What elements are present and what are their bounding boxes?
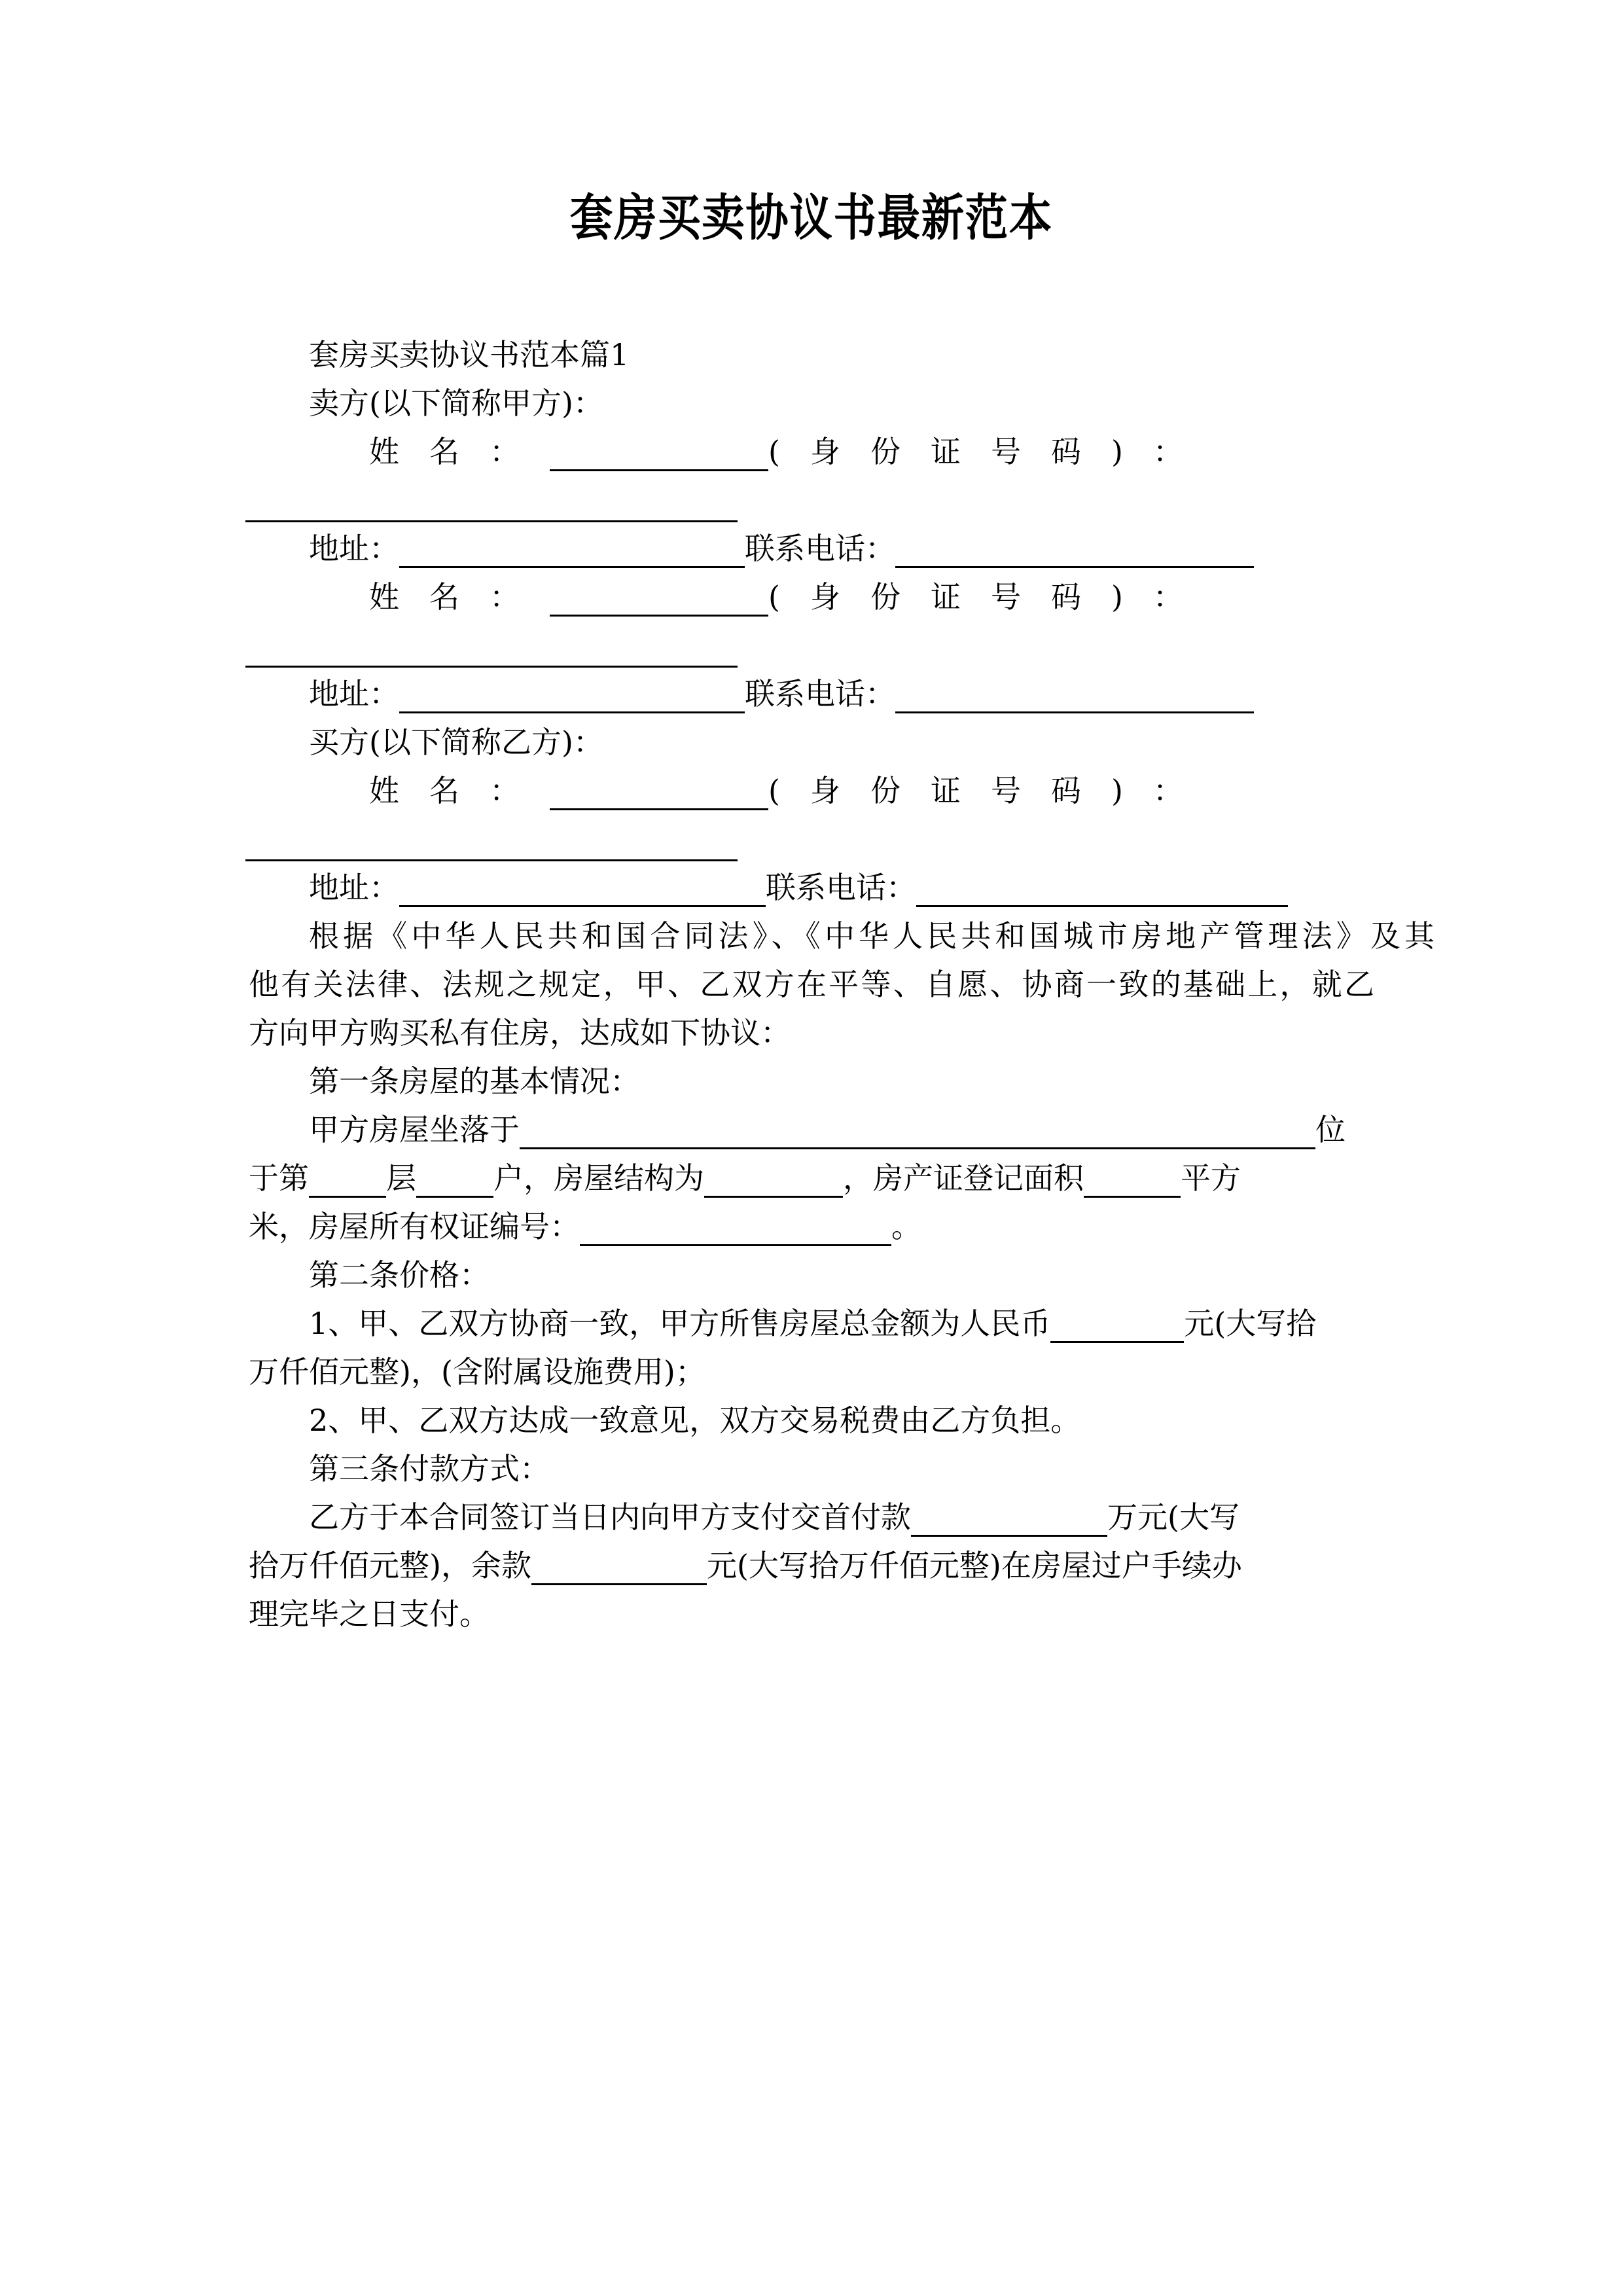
id-char-shen: 身 <box>810 773 840 808</box>
id-paren-close: ) <box>1111 434 1123 469</box>
id-paren-open: ( <box>768 434 780 469</box>
document-body <box>249 331 1435 1638</box>
name-label-char2: 名 <box>429 773 459 808</box>
buyer-name-input[interactable] <box>550 776 768 810</box>
id-char-fen: 份 <box>870 434 901 469</box>
article-2-item-2: 2、甲、乙双方达成一致意见，双方交易税费由乙方负担。 <box>309 1403 1081 1438</box>
id-char-shen: 身 <box>810 579 840 615</box>
address-label: 地址： <box>309 531 399 566</box>
article-3-line-3: 理完毕之日支付。 <box>249 1596 490 1632</box>
article-1-text-h: 米，房屋所有权证编号： <box>249 1209 580 1244</box>
article-1-text-b: 位 <box>1315 1112 1346 1147</box>
seller2-id-row <box>249 621 1374 670</box>
article-3-line-1 <box>249 1493 1374 1541</box>
seller2-id-input[interactable] <box>245 633 738 668</box>
buyer-address-input[interactable] <box>399 872 766 907</box>
seller1-id-input[interactable] <box>245 488 738 522</box>
id-paren-open: ( <box>768 579 780 615</box>
id-char-hao: 号 <box>990 773 1021 808</box>
id-paren-close: ) <box>1111 579 1123 615</box>
article-3-text-a: 乙方于本合同签订当日内向甲方支付交首付款 <box>309 1499 911 1535</box>
property-structure-input[interactable] <box>704 1163 843 1198</box>
article-1-text-c: 于第 <box>249 1160 309 1196</box>
name-label-char1: 姓 <box>369 579 399 615</box>
article-1-text-e: 户，房屋结构为 <box>493 1160 704 1196</box>
seller-label: 卖方(以下简称甲方)： <box>309 386 603 421</box>
article-2-text-b: 元(大写拾 <box>1184 1306 1317 1341</box>
preamble-text-2: 他有关法律、法规之规定，甲、乙双方在平等、自愿、协商一致的基础上，就乙 <box>249 967 1374 1002</box>
id-char-ma: 码 <box>1050 434 1081 469</box>
name-label-char2: 名 <box>429 434 459 469</box>
id-char-ma: 码 <box>1050 773 1081 808</box>
name-colon: ： <box>490 773 520 808</box>
article-3-text-b: 万元(大写 <box>1107 1499 1240 1535</box>
seller2-phone-input[interactable] <box>895 679 1254 713</box>
seller2-name-input[interactable] <box>550 582 768 617</box>
seller2-name-row <box>249 573 1374 621</box>
section-heading: 套房买卖协议书范本篇1 <box>309 337 630 372</box>
article-2-item-1-line-2 <box>249 1348 1374 1396</box>
id-paren-open: ( <box>768 773 780 808</box>
preamble-line-1 <box>249 912 1435 960</box>
article-3-text-d: 元(大写拾万仟佰元整)在房屋过户手续办 <box>706 1548 1242 1583</box>
seller1-address-input[interactable] <box>399 533 745 568</box>
phone-label: 联系电话： <box>766 870 916 905</box>
balance-payment-input[interactable] <box>531 1551 707 1585</box>
property-area-input[interactable] <box>1084 1163 1181 1198</box>
seller1-id-row <box>249 476 1374 524</box>
article-2-text-c: 万仟佰元整)，(含附属设施费用)； <box>249 1354 705 1390</box>
preamble-text-3: 方向甲方购买私有住房，达成如下协议： <box>249 1015 791 1050</box>
seller1-address-row <box>249 524 1374 573</box>
article-1-title: 第一条房屋的基本情况： <box>309 1064 640 1099</box>
name-label-char1: 姓 <box>369 434 399 469</box>
article-1-line-1 <box>249 1105 1374 1154</box>
property-location-input[interactable] <box>520 1115 1315 1149</box>
article-1-text-d: 层 <box>386 1160 416 1196</box>
name-label-char2: 名 <box>429 579 459 615</box>
article-2-title: 第二条价格： <box>309 1257 490 1293</box>
seller1-phone-input[interactable] <box>895 533 1254 568</box>
article-1-line-2 <box>249 1154 1374 1202</box>
id-char-hao: 号 <box>990 579 1021 615</box>
buyer-name-row <box>249 766 1374 815</box>
buyer-address-row <box>249 863 1374 912</box>
down-payment-input[interactable] <box>911 1502 1107 1537</box>
property-floor-input[interactable] <box>309 1163 386 1198</box>
name-label-char1: 姓 <box>369 773 399 808</box>
address-label: 地址： <box>309 676 399 711</box>
total-price-input[interactable] <box>1050 1308 1184 1343</box>
seller1-name-row <box>249 427 1374 476</box>
page-title: 套房买卖协议书最新范本 <box>570 188 1053 247</box>
article-1-text-g: 平方 <box>1181 1160 1241 1196</box>
article-3-line-2 <box>249 1541 1374 1590</box>
article-2-text-a: 1、甲、乙双方协商一致，甲方所售房屋总金额为人民币 <box>309 1306 1051 1341</box>
article-2-item-1-line-1 <box>249 1299 1374 1348</box>
id-colon: ： <box>1152 579 1183 615</box>
seller1-name-input[interactable] <box>550 437 768 471</box>
id-char-hao: 号 <box>990 434 1021 469</box>
article-3-title: 第三条付款方式： <box>309 1451 550 1486</box>
buyer-label: 买方(以下简称乙方)： <box>309 725 603 760</box>
seller2-address-row <box>249 670 1374 718</box>
property-unit-input[interactable] <box>416 1163 493 1198</box>
seller2-address-input[interactable] <box>399 679 745 713</box>
address-label: 地址： <box>309 870 399 905</box>
id-colon: ： <box>1152 773 1183 808</box>
preamble-line-3 <box>249 1009 1374 1057</box>
id-char-zheng: 证 <box>930 434 961 469</box>
id-char-zheng: 证 <box>930 579 961 615</box>
name-colon: ： <box>490 579 520 615</box>
article-1-text-f: ，房产证登记面积 <box>843 1160 1084 1196</box>
name-colon: ： <box>490 434 520 469</box>
article-3-text-c: 拾万仟佰元整)，余款 <box>249 1548 531 1583</box>
property-cert-number-input[interactable] <box>580 1211 891 1246</box>
preamble-text-1: 根据《中华人民共和国合同法》、《中华人民共和国城市房地产管理法》及其 <box>309 918 1435 954</box>
buyer-id-input[interactable] <box>245 827 738 861</box>
preamble-line-2 <box>249 960 1374 1009</box>
id-paren-close: ) <box>1111 773 1123 808</box>
article-1-line-3 <box>249 1202 1374 1251</box>
phone-label: 联系电话： <box>745 531 895 566</box>
article-1-text-a: 甲方房屋坐落于 <box>309 1112 520 1147</box>
id-char-shen: 身 <box>810 434 840 469</box>
article-1-text-i: 。 <box>891 1209 921 1244</box>
id-char-zheng: 证 <box>930 773 961 808</box>
id-char-fen: 份 <box>870 773 901 808</box>
buyer-phone-input[interactable] <box>916 872 1288 907</box>
phone-label: 联系电话： <box>745 676 895 711</box>
buyer-id-row <box>249 815 1374 863</box>
id-colon: ： <box>1152 434 1183 469</box>
id-char-fen: 份 <box>870 579 901 615</box>
id-char-ma: 码 <box>1050 579 1081 615</box>
